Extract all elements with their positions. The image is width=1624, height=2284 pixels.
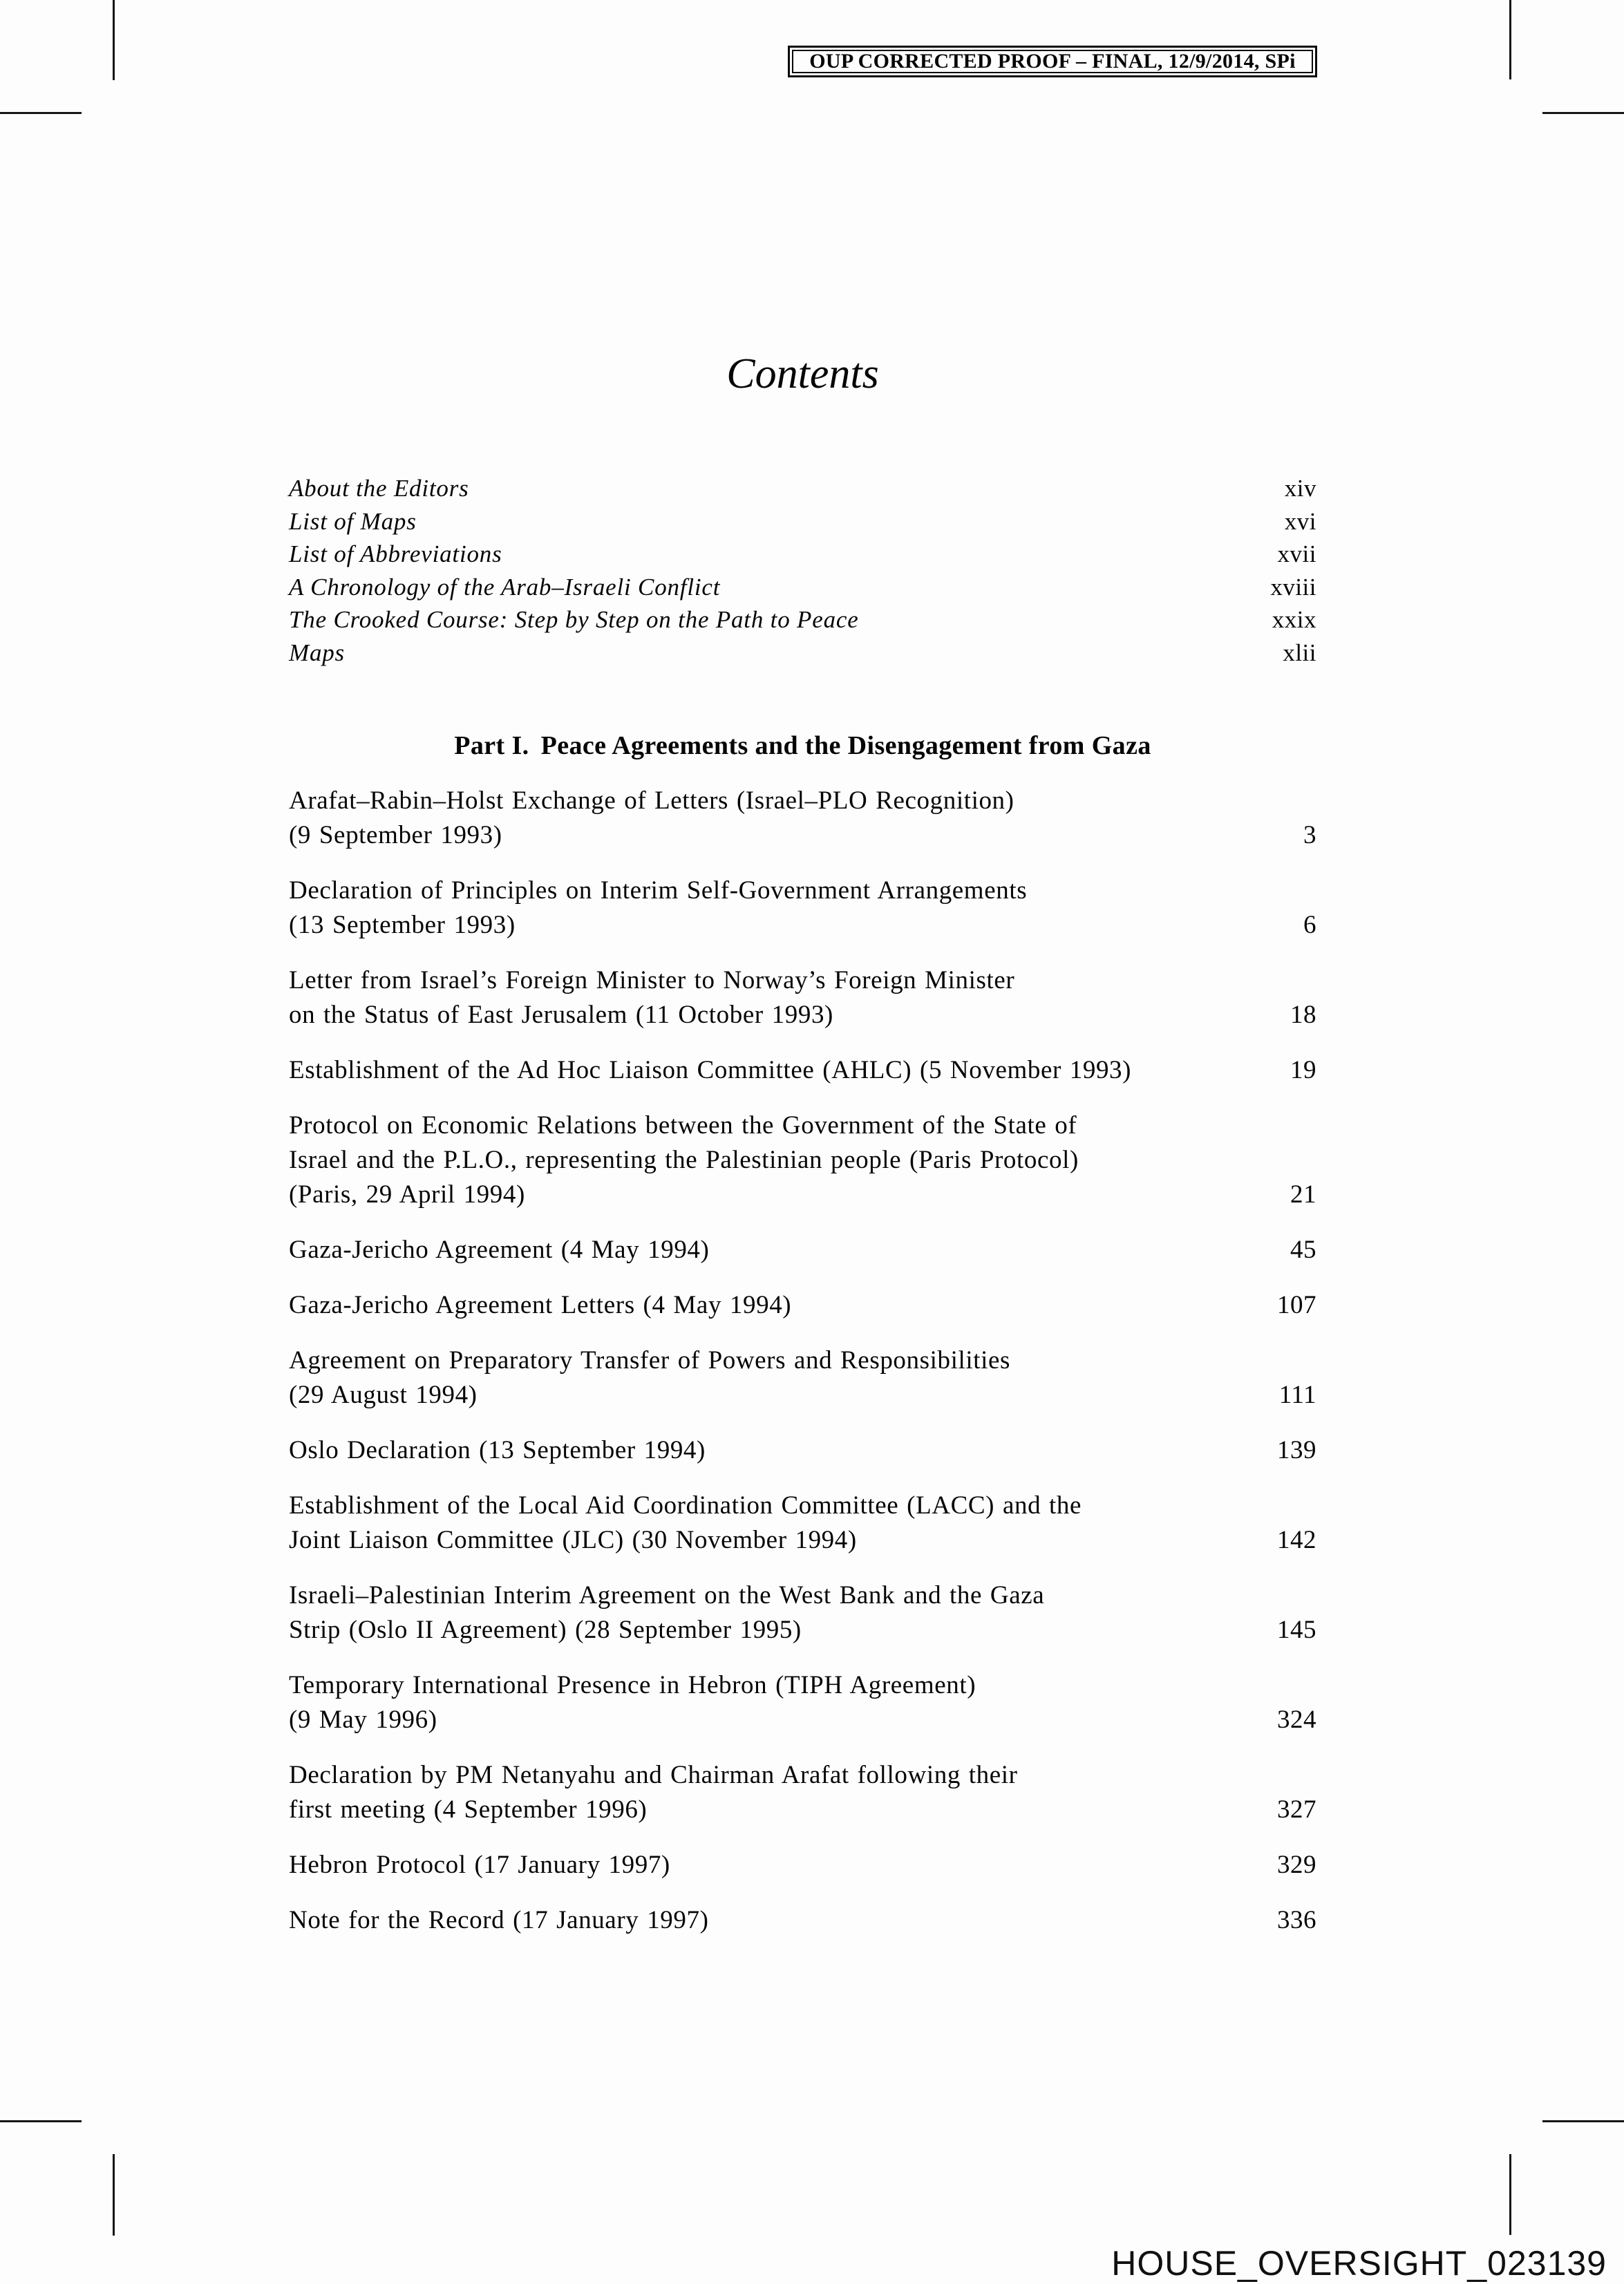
front-matter-title: A Chronology of the Arab–Israeli Conflict <box>289 573 721 601</box>
toc-entry-page-number: 336 <box>1277 1906 1316 1934</box>
toc-entry-page-number: 107 <box>1277 1291 1316 1319</box>
toc-entry-text: Letter from Israel’s Foreign Minister to Norway’s Foreign Minister <box>289 966 1015 994</box>
toc-entry-text: Declaration of Principles on Interim Self-Government Arrangements <box>289 876 1028 905</box>
toc-entry-text: Arafat–Rabin–Holst Exchange of Letters (Israel–PLO Recognition) <box>289 786 1014 815</box>
toc-entry <box>289 1288 1316 1323</box>
proof-stamp-text: OUP CORRECTED PROOF – FINAL, 12/9/2014, SPi <box>792 50 1313 73</box>
page-title: Contents <box>726 350 879 397</box>
toc-entry <box>289 1758 1316 1827</box>
toc-entry-page-number: 324 <box>1277 1706 1316 1734</box>
toc-entry-text: Establishment of the Ad Hoc Liaison Committee (AHLC) (5 November 1993) <box>289 1056 1132 1084</box>
crop-mark-top-left-horizontal <box>0 112 82 114</box>
front-matter-title: The Crooked Course: Step by Step on the Path to Peace <box>289 606 859 633</box>
toc-entry-line <box>289 1433 1316 1468</box>
toc-entry <box>289 874 1316 943</box>
toc-entry-line <box>289 1578 1316 1613</box>
toc-entry <box>289 1578 1316 1648</box>
toc-entry-page-number: 142 <box>1277 1526 1316 1554</box>
toc-entry-line <box>289 1848 1316 1882</box>
toc-entry-line <box>289 998 1316 1032</box>
toc-entry-line <box>289 818 1316 853</box>
toc-entry-page-number: 45 <box>1290 1236 1316 1264</box>
toc-entry <box>289 1053 1316 1088</box>
toc-entry <box>289 1108 1316 1212</box>
toc-entry-text: Note for the Record (17 January 1997) <box>289 1906 709 1934</box>
toc-entry <box>289 1433 1316 1468</box>
toc-entry-line <box>289 963 1316 998</box>
toc-entry-line <box>289 874 1316 908</box>
toc-entry-line <box>289 1613 1316 1648</box>
crop-mark-top-left-vertical <box>113 0 115 80</box>
front-matter-title: List of Abbreviations <box>289 540 502 567</box>
proof-stamp-box <box>788 46 1317 77</box>
toc-entry-line <box>289 1668 1316 1703</box>
front-matter-row <box>289 571 1316 604</box>
toc-entry-line <box>289 1233 1316 1267</box>
toc-entry <box>289 1903 1316 1938</box>
toc-entry-text: Declaration by PM Netanyahu and Chairman Arafat following their <box>289 1761 1018 1789</box>
toc-entry-page-number: 327 <box>1277 1795 1316 1824</box>
front-matter-title: About the Editors <box>289 475 469 502</box>
front-matter-row <box>289 603 1316 636</box>
toc-entry-text: Gaza-Jericho Agreement (4 May 1994) <box>289 1236 710 1264</box>
toc-entry-page-number: 329 <box>1277 1851 1316 1879</box>
toc-entry-line <box>289 784 1316 818</box>
part-heading <box>289 731 1316 760</box>
toc-entry <box>289 1343 1316 1413</box>
toc-entry-page-number: 139 <box>1277 1436 1316 1464</box>
toc-entry-text: (9 September 1993) <box>289 821 502 849</box>
toc-entry-line <box>289 1288 1316 1323</box>
toc-entry-line <box>289 1178 1316 1212</box>
front-matter-page-number: xxix <box>1272 606 1316 633</box>
toc-entry-line <box>289 1143 1316 1178</box>
toc-entry <box>289 963 1316 1032</box>
toc-entry <box>289 1489 1316 1558</box>
front-matter-row <box>289 505 1316 538</box>
toc-entry-line <box>289 1903 1316 1938</box>
bates-number-watermark: HOUSE_OVERSIGHT_023139 <box>1111 2244 1607 2283</box>
toc-entry-line <box>289 1378 1316 1413</box>
toc-entry-text: Gaza-Jericho Agreement Letters (4 May 1994) <box>289 1291 792 1319</box>
crop-mark-bottom-right-horizontal <box>1542 2120 1624 2122</box>
front-matter-page-number: xvii <box>1277 540 1316 567</box>
toc-entry-text: (Paris, 29 April 1994) <box>289 1180 525 1209</box>
toc-entry-text: (9 May 1996) <box>289 1706 437 1734</box>
front-matter-row <box>289 472 1316 505</box>
toc-entry-text: Strip (Oslo II Agreement) (28 September 1995) <box>289 1616 802 1644</box>
toc-entry-text: Agreement on Preparatory Transfer of Powers and Responsibilities <box>289 1346 1011 1375</box>
toc-entry-text: on the Status of East Jerusalem (11 October 1993) <box>289 1001 833 1029</box>
toc-entry-page-number: 18 <box>1290 1001 1316 1029</box>
crop-mark-bottom-left-vertical <box>113 2154 115 2236</box>
toc-entry-text: (13 September 1993) <box>289 911 516 939</box>
crop-mark-bottom-left-horizontal <box>0 2120 82 2122</box>
toc-entry-text: Israeli–Palestinian Interim Agreement on the West Bank and the Gaza <box>289 1581 1045 1610</box>
toc-entry-line <box>289 1053 1316 1088</box>
toc-entry-text: Hebron Protocol (17 January 1997) <box>289 1851 670 1879</box>
toc-entry-text: first meeting (4 September 1996) <box>289 1795 648 1824</box>
toc-entry-text: (29 August 1994) <box>289 1381 478 1409</box>
toc-entry-text: Oslo Declaration (13 September 1994) <box>289 1436 706 1464</box>
part-heading-title: Peace Agreements and the Disengagement from Gaza <box>540 731 1151 760</box>
toc-entry-page-number: 21 <box>1290 1180 1316 1209</box>
toc-entry-line <box>289 1489 1316 1523</box>
toc-entry-text: Protocol on Economic Relations between the Government of the State of <box>289 1111 1077 1140</box>
toc-entry <box>289 1233 1316 1267</box>
toc-entry-line <box>289 1793 1316 1827</box>
front-matter-page-number: xviii <box>1270 573 1316 601</box>
crop-mark-top-right-vertical <box>1509 0 1511 79</box>
toc-entry-page-number: 111 <box>1278 1381 1316 1409</box>
crop-mark-top-right-horizontal <box>1542 112 1624 114</box>
toc-entry-line <box>289 1108 1316 1143</box>
crop-mark-bottom-right-vertical <box>1509 2154 1511 2235</box>
toc-entry-page-number: 6 <box>1303 911 1316 939</box>
toc-entry-text: Temporary International Presence in Hebron (TIPH Agreement) <box>289 1671 976 1699</box>
toc-entry-line <box>289 1343 1316 1378</box>
front-matter-row <box>289 636 1316 670</box>
toc-entry-page-number: 19 <box>1290 1056 1316 1084</box>
toc-entry-line <box>289 1758 1316 1793</box>
front-matter-row <box>289 538 1316 571</box>
toc-entry-line <box>289 1703 1316 1737</box>
toc-entry-page-number: 145 <box>1277 1616 1316 1644</box>
toc-entry-line <box>289 908 1316 943</box>
part-heading-label: Part I. <box>454 731 529 760</box>
toc-entry-line <box>289 1523 1316 1558</box>
toc-entry <box>289 784 1316 853</box>
front-matter-page-number: xiv <box>1284 475 1316 502</box>
toc-entry <box>289 1848 1316 1882</box>
front-matter-page-number: xvi <box>1284 507 1316 535</box>
front-matter-page-number: xlii <box>1283 639 1316 666</box>
toc-entry-text: Establishment of the Local Aid Coordination Committee (LACC) and the <box>289 1491 1082 1520</box>
toc-entry-text: Israel and the P.L.O., representing the Palestinian people (Paris Protocol) <box>289 1146 1079 1174</box>
toc-entry-list <box>289 784 1316 1938</box>
toc-entry-page-number: 3 <box>1303 821 1316 849</box>
front-matter-list <box>289 472 1316 669</box>
front-matter-title: List of Maps <box>289 507 417 535</box>
toc-entry-text: Joint Liaison Committee (JLC) (30 November 1994) <box>289 1526 857 1554</box>
front-matter-title: Maps <box>289 639 345 666</box>
toc-entry <box>289 1668 1316 1737</box>
